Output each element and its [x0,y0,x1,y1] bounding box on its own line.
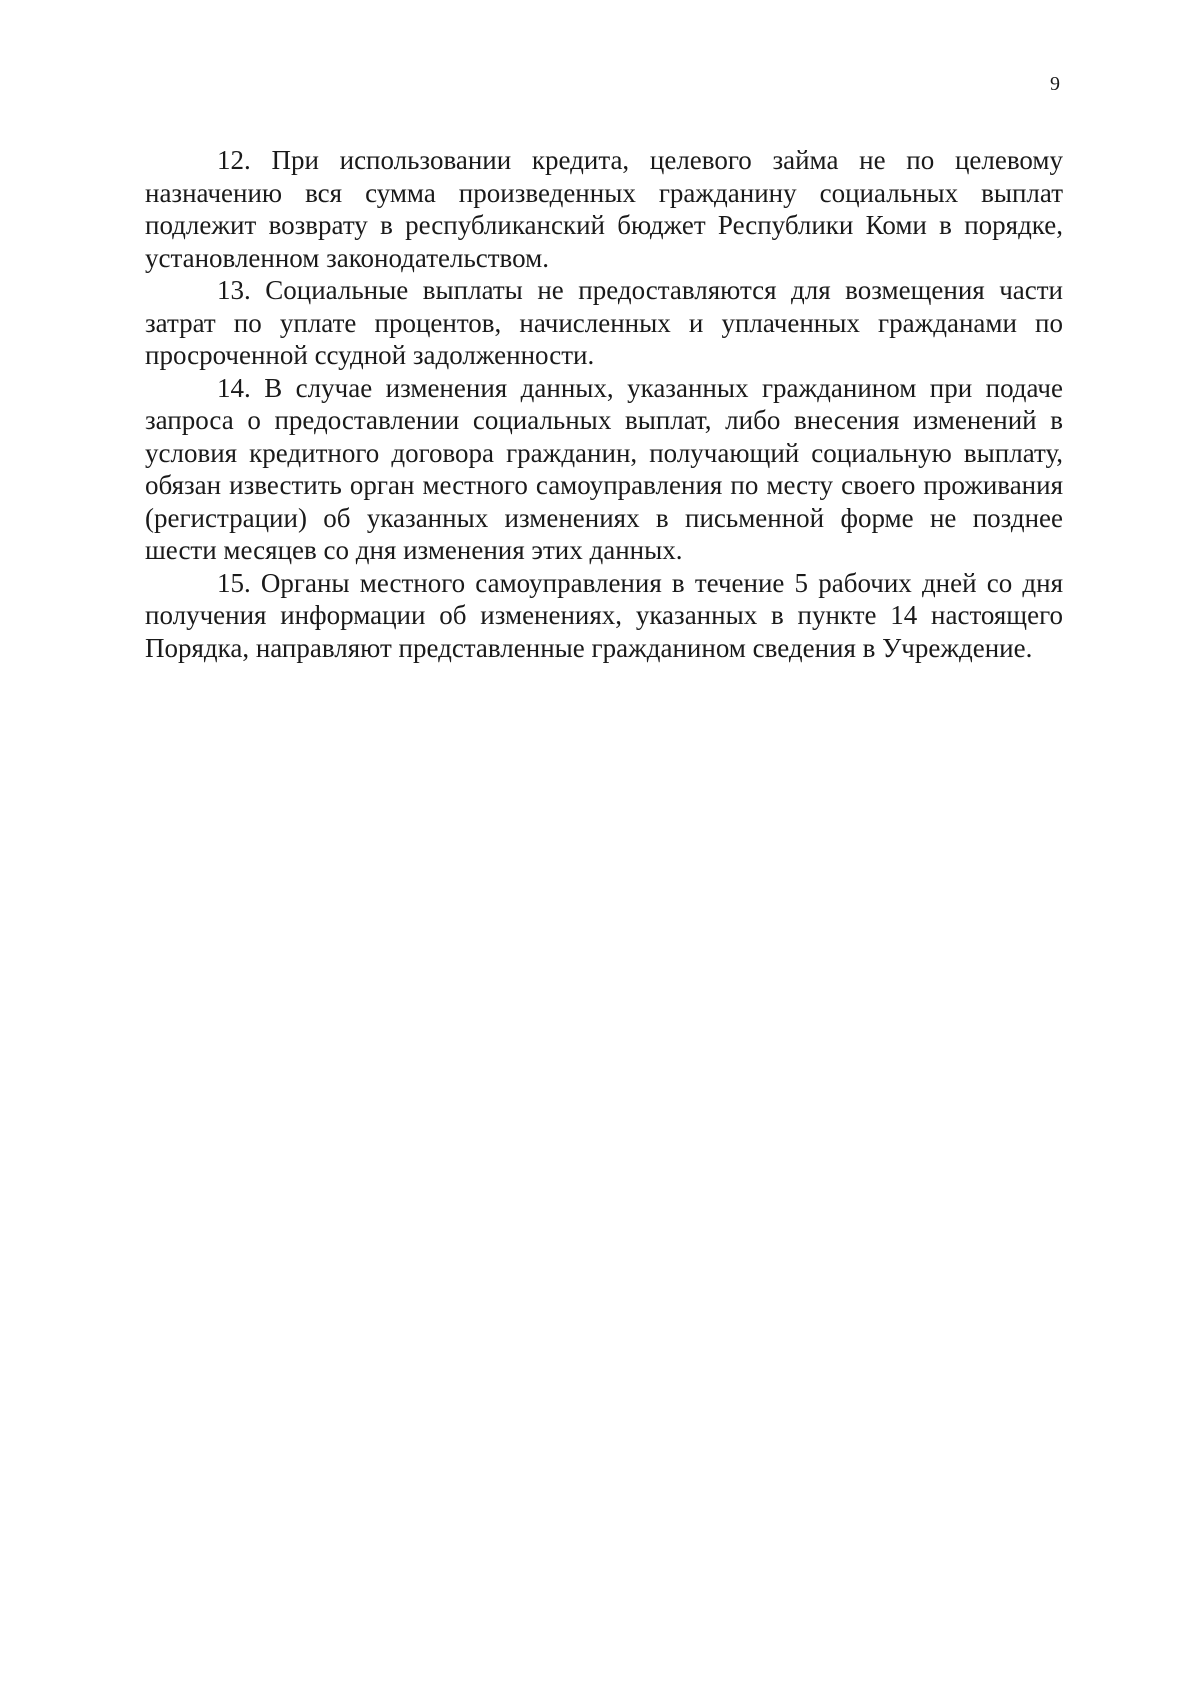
page-number: 9 [1050,73,1060,95]
paragraph-12: 12. При использовании кредита, целевого займа не по целевому назначению вся сумма произведенных гражданину социальных выплат подлежит возврату в республиканский бюджет Республики Коми в порядке, установленном законодательством. [145,145,1063,273]
paragraph-13: 13. Социальные выплаты не предоставляются для возмещения части затрат по уплате процентов, начисленных и уплаченных гражданами по просроченной ссудной задолженности. [145,275,1063,370]
document-body [145,144,1063,664]
paragraph-15: 15. Органы местного самоуправления в течение 5 рабочих дней со дня получения информации об изменениях, указанных в пункте 14 настоящего Порядка, направляют представленные гражданином сведения в Учреждение. [145,567,1063,663]
paragraph-14: 14. В случае изменения данных, указанных гражданином при подаче запроса о предоставлении социальных выплат, либо внесения изменений в условия кредитного договора гражданин, получающий социальную выплату, обязан известить орган местного самоуправления по месту своего проживания (регистрации) об указанных изменениях в письменной форме не позднее шести месяцев со дня изменения этих данных. [145,372,1063,565]
